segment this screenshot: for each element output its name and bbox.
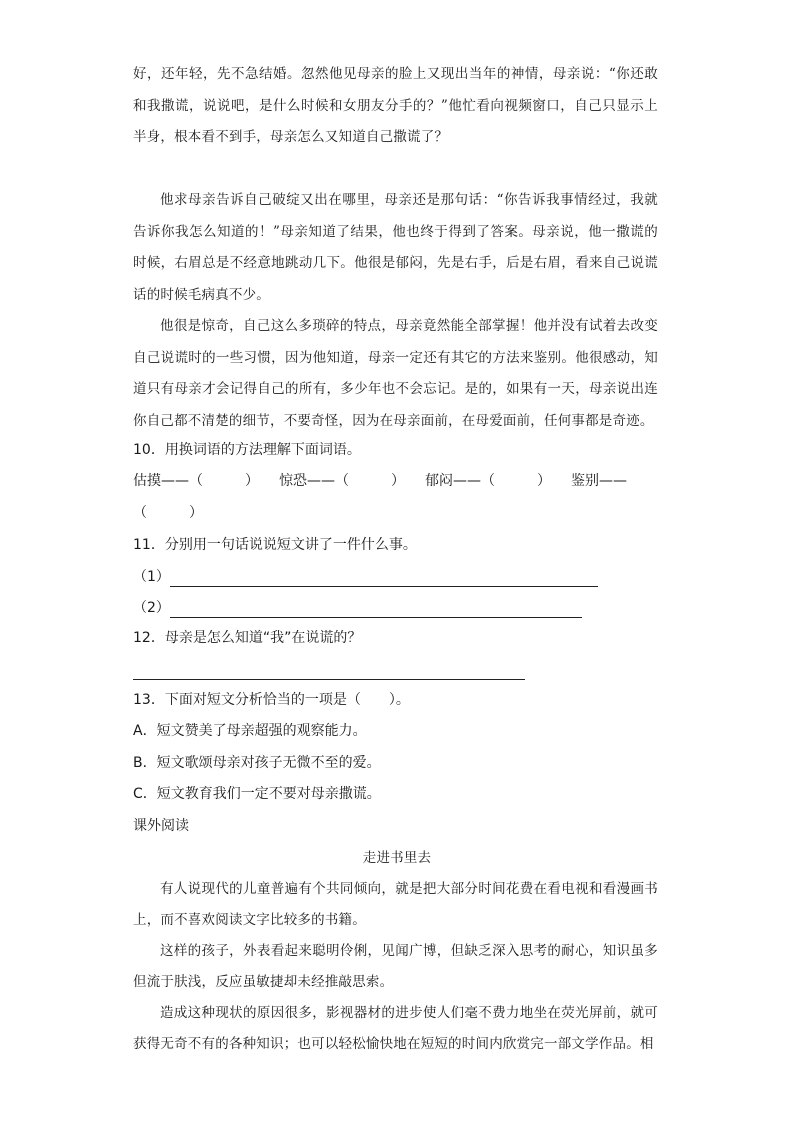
answer-label-1: （1） <box>133 569 170 585</box>
word-jianbie: 鉴别—— <box>571 473 627 489</box>
close-paren-2: ） <box>391 473 405 489</box>
passage-paragraph-2: 他求母亲告诉自己破绽又出在哪里，母亲还是那句话：“你告诉我事情经过，我就告诉你我怎么知道的！”母亲知道了结果，他也终于得到了答案。母亲说，他一撒谎的时候，右眉总是不经意地跳动几下。他很是郁闷，先是右手，后是右眉，看来自己说谎话的时候毛病真不少。 <box>133 192 658 303</box>
option-c[interactable]: C．短文教育我们一定不要对母亲撒谎。 <box>133 786 381 802</box>
passage-paragraph-3: 他很是惊奇，自己这么多琐碎的特点，母亲竟然能全部掌握！他并没有试着去改变自己说谎时的一些习惯，因为他知道，母亲一定还有其它的方法来鉴别。他很感动，知道只有母亲才会记得自己的所有，多少年也不会忘记。是的，如果有一天，母亲说出连你自己都不清楚的细节，不要奇怪，因为在母亲面前，在母爱面前，任何事都是奇迹。 <box>133 318 658 429</box>
answer-line-3[interactable] <box>133 665 525 680</box>
question-10-words <box>133 471 663 491</box>
option-b[interactable]: B．短文歌颂母亲对孩子无微不至的爱。 <box>133 755 381 771</box>
question-11-prompt: 11．分别用一句话说说短文讲了一件什么事。 <box>133 537 417 553</box>
word-yumen: 郁闷——（ <box>425 473 495 489</box>
question-12-prompt: 12．母亲是怎么知道“我”在说谎的？ <box>133 630 362 646</box>
answer-label-2: （2） <box>133 600 170 616</box>
answer-row-3 <box>133 660 525 680</box>
option-a[interactable]: A．短文赞美了母亲超强的观察能力。 <box>133 723 367 739</box>
word-jingkong: 惊恐——（ <box>279 473 349 489</box>
question-10-prompt: 10．用换词语的方法理解下面词语。 <box>133 442 361 458</box>
answer-line-1[interactable] <box>170 572 598 587</box>
answer-line-2[interactable] <box>170 603 582 618</box>
passage-2-paragraph-2: 这样的孩子，外表看起来聪明伶俐，见闻广博，但缺乏深入思考的耐心，知识虽多但流于肤浅，反应虽敏捷却未经推敲思索。 <box>133 943 658 990</box>
passage-2-paragraph-3: 造成这种现状的原因很多，影视器材的进步使人们毫不费力地坐在荧光屏前，就可获得无奇不有的各种知识；也可以轻松愉快地在短短的时间内欣赏完一部文学作品。相 <box>133 1005 658 1052</box>
passage-2-title: 走进书里去 <box>362 850 432 866</box>
blank-4-paren[interactable]: （ ） <box>133 505 203 521</box>
word-gumo: 估摸——（ <box>133 473 203 489</box>
passage-paragraph-1: 好，还年轻，先不急结婚。忽然他见母亲的脸上又现出当年的神情，母亲说：“你还敢和我撒谎，说说吧，是什么时候和女朋友分手的？”他忙看向视频窗口，自己只显示上半身，根本看不到手，母亲怎么又知道自己撒谎了？ <box>133 66 658 145</box>
passage-2-paragraph-1: 有人说现代的儿童普遍有个共同倾向，就是把大部分时间花费在看电视和看漫画书上，而不喜欢阅读文字比较多的书籍。 <box>133 881 658 928</box>
answer-row-1 <box>133 567 598 587</box>
close-paren-3: ） <box>537 473 551 489</box>
section-label: 课外阅读 <box>133 818 189 834</box>
answer-row-2 <box>133 598 582 618</box>
close-paren-1: ） <box>245 473 259 489</box>
question-13-prompt: 13．下面对短文分析恰当的一项是（ ）。 <box>133 692 410 708</box>
